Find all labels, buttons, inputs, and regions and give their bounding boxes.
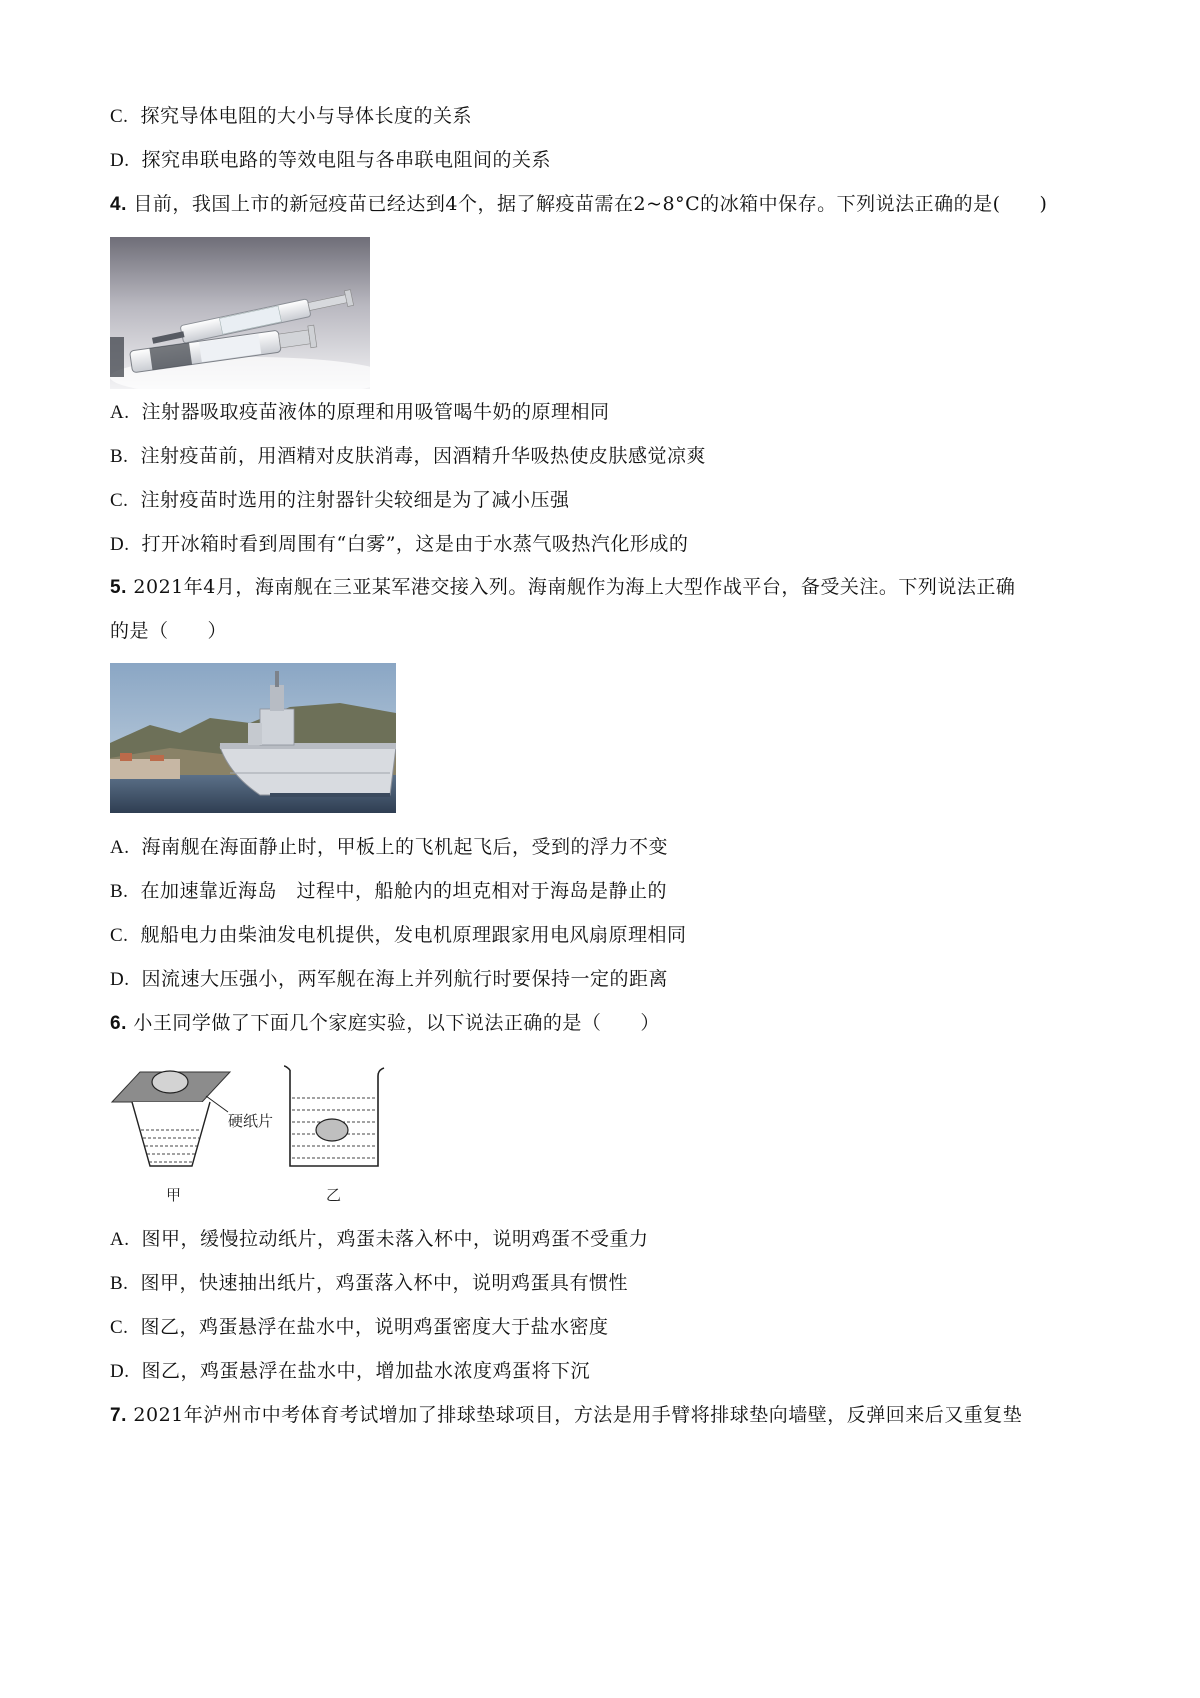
question-number: 6. [110,1013,127,1034]
hainan-ship-photo [110,663,396,813]
q4-option-b [110,444,706,469]
option-text: 注射器吸取疫苗液体的原理和用吸管喝牛奶的原理相同 [141,401,610,423]
option-text: 注射疫苗前，用酒精对皮肤消毒，因酒精升华吸热使皮肤感觉凉爽 [140,445,706,467]
option-letter: C. [110,925,129,946]
option-text: 探究导体电阻的大小与导体长度的关系 [140,105,472,127]
option-c-q3 [110,104,472,129]
option-letter: B. [110,881,129,902]
option-text: 探究串联电路的等效电阻与各串联电阻间的关系 [141,149,551,171]
question-text: 2021年泸州市中考体育考试增加了排球垫球项目，方法是用手臂将排球垫向墙壁，反弹回来后又重复垫 [133,1404,1023,1426]
question-text: 目前，我国上市的新冠疫苗已经达到4个，据了解疫苗需在2~8°C的冰箱中保存。下列说法正确的是( ) [133,193,1048,215]
question-number: 4. [110,194,127,215]
q4-option-d [110,532,688,557]
option-letter: D. [110,1361,130,1382]
option-text: 舰船电力由柴油发电机提供，发电机原理跟家用电风扇原理相同 [140,924,687,946]
question-5 [110,575,1015,600]
q6-option-d [110,1359,590,1384]
q4-option-a [110,400,610,425]
option-letter: D. [110,150,130,171]
ship-image [110,663,396,813]
option-letter: C. [110,1317,129,1338]
option-letter: D. [110,534,130,555]
question-6 [110,1011,660,1036]
q6-option-a [110,1227,649,1252]
q4-option-c [110,488,569,513]
option-letter: D. [110,969,130,990]
option-letter: B. [110,1273,129,1294]
question-number: 7. [110,1405,127,1426]
vaccine-syringe-photo [110,237,370,389]
option-text: 图乙，鸡蛋悬浮在盐水中，说明鸡蛋密度大于盐水密度 [140,1316,609,1338]
question-number: 5. [110,577,127,598]
question-4 [110,192,1047,217]
experiment-figure [110,1060,400,1210]
q5-option-a [110,835,668,860]
q5-option-c [110,923,686,948]
option-text: 图甲，快速抽出纸片，鸡蛋落入杯中，说明鸡蛋具有惯性 [140,1272,628,1294]
option-text: 注射疫苗时选用的注射器针尖较细是为了减小压强 [140,489,570,511]
q5-option-d [110,967,668,992]
question-text: 的是（ ） [110,620,228,642]
egg-experiment-diagram [110,1060,400,1210]
option-text: 海南舰在海面静止时，甲板上的飞机起飞后，受到的浮力不变 [141,836,668,858]
option-letter: A. [110,837,130,858]
question-text: 小王同学做了下面几个家庭实验，以下说法正确的是（ ） [133,1012,660,1034]
label-yi: 乙 [326,1186,342,1204]
option-letter: C. [110,490,129,511]
question-text: 2021年4月，海南舰在三亚某军港交接入列。海南舰作为海上大型作战平台，备受关注。下列说法正确 [133,576,1016,598]
option-letter: C. [110,106,129,127]
option-text: 打开冰箱时看到周围有“白雾”，这是由于水蒸气吸热汽化形成的 [141,533,689,555]
option-text: 在加速靠近海岛 过程中，船舱内的坦克相对于海岛是静止的 [140,880,667,902]
q5-option-b [110,879,667,904]
q6-option-b [110,1271,628,1296]
option-text: 图甲，缓慢拉动纸片，鸡蛋未落入杯中，说明鸡蛋不受重力 [141,1228,649,1250]
option-d-q3 [110,148,551,173]
option-letter: A. [110,402,130,423]
option-letter: B. [110,446,129,467]
option-text: 图乙，鸡蛋悬浮在盐水中，增加盐水浓度鸡蛋将下沉 [141,1360,590,1382]
label-jia: 甲 [166,1186,182,1204]
q6-option-c [110,1315,608,1340]
card-label: 硬纸片 [228,1112,274,1130]
syringe-image [110,237,370,389]
option-letter: A. [110,1229,130,1250]
question-7 [110,1403,1022,1428]
option-text: 因流速大压强小，两军舰在海上并列航行时要保持一定的距离 [141,968,668,990]
question-5-cont [110,619,227,643]
